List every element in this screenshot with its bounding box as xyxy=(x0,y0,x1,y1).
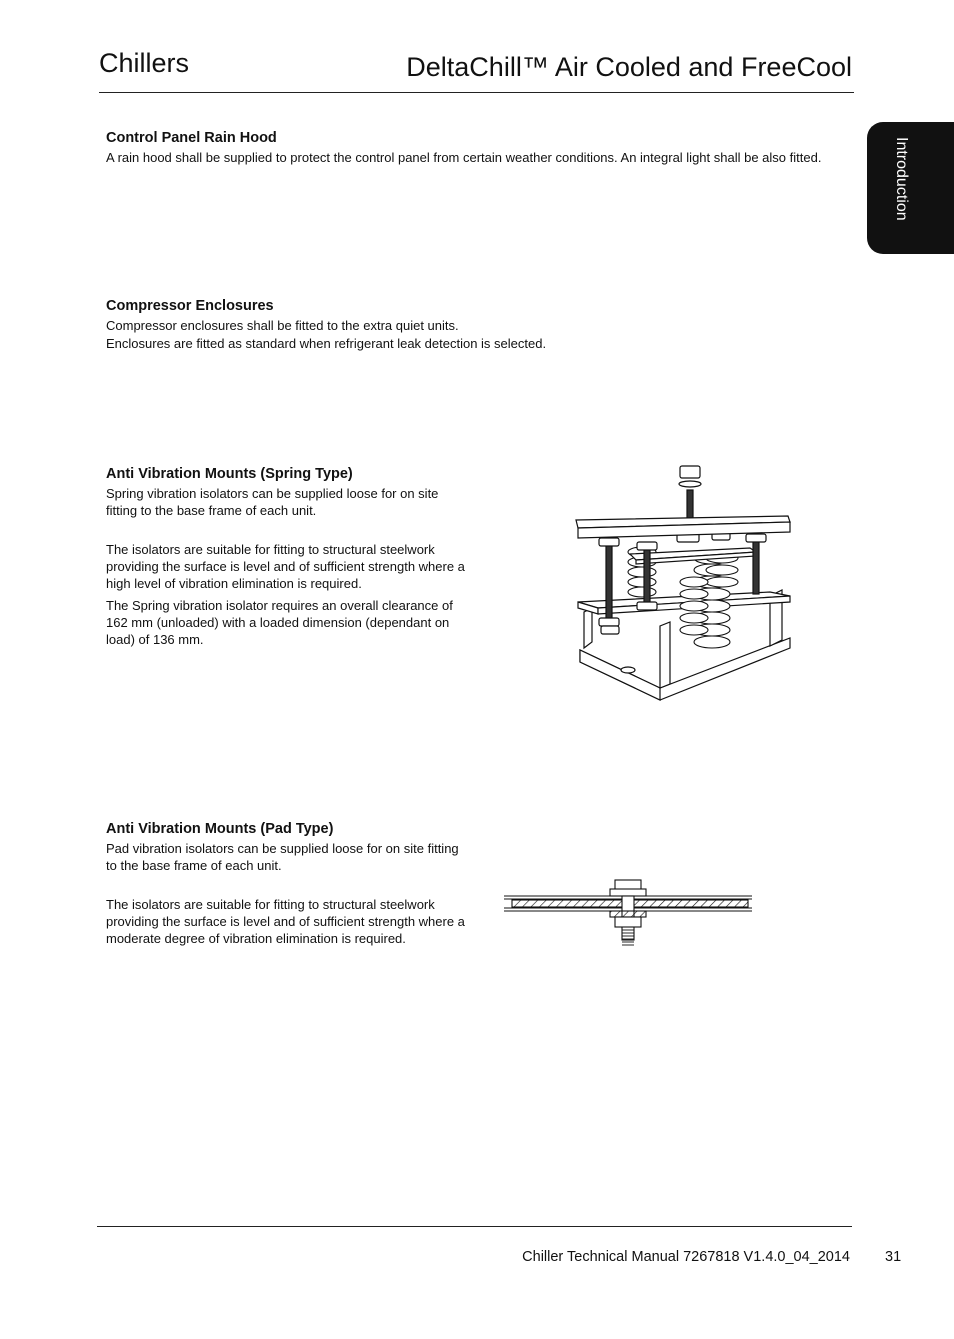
spring-para-3: The Spring vibration isolator requires an overall clearance of 162 mm (unloaded) with a loaded dimension (dependant on load) of 136 mm. xyxy=(106,598,453,647)
enclosures-line-1: Compressor enclosures shall be fitted to the extra quiet units. xyxy=(106,318,459,333)
header-document-title: DeltaChill™ Air Cooled and FreeCool xyxy=(406,52,852,82)
enclosures-heading: Compressor Enclosures xyxy=(106,298,274,314)
section-rain-hood xyxy=(106,130,846,166)
section-spring-mounts xyxy=(106,466,468,648)
spring-para-1: Spring vibration isolators can be supplied loose for on site fitting to the base frame of each unit. xyxy=(106,486,439,518)
rain-hood-body: A rain hood shall be supplied to protect the control panel from certain weather conditions. An integral light shall be also fitted. xyxy=(106,150,822,165)
pad-isolator-illustration xyxy=(502,876,754,952)
side-tab-label: Introduction xyxy=(893,137,910,221)
header-section-title: Chillers xyxy=(99,48,190,78)
pad-para-1: Pad vibration isolators can be supplied loose for on site fitting to the base frame of each unit. xyxy=(106,841,459,873)
section-compressor-enclosures xyxy=(106,298,846,352)
pad-para-2: The isolators are suitable for fitting to structural steelwork providing the surface is level and of sufficient strength where a moderate degree of vibration elimination is required. xyxy=(106,897,465,946)
footer-rule xyxy=(97,1226,852,1227)
spring-heading: Anti Vibration Mounts (Spring Type) xyxy=(106,466,353,482)
footer-page-number: 31 xyxy=(885,1249,902,1265)
spring-para-2: The isolators are suitable for fitting to structural steelwork providing the surface is level and of sufficient strength where a high level of vibration elimination is required. xyxy=(106,542,465,591)
section-pad-mounts xyxy=(106,821,468,947)
pad-heading: Anti Vibration Mounts (Pad Type) xyxy=(106,821,334,837)
footer-manual-reference: Chiller Technical Manual 7267818 V1.4.0_04_2014 xyxy=(522,1249,850,1265)
rain-hood-heading: Control Panel Rain Hood xyxy=(106,130,277,146)
header-rule xyxy=(99,92,854,93)
enclosures-line-2: Enclosures are fitted as standard when refrigerant leak detection is selected. xyxy=(106,336,547,351)
spring-isolator-illustration xyxy=(570,462,796,710)
